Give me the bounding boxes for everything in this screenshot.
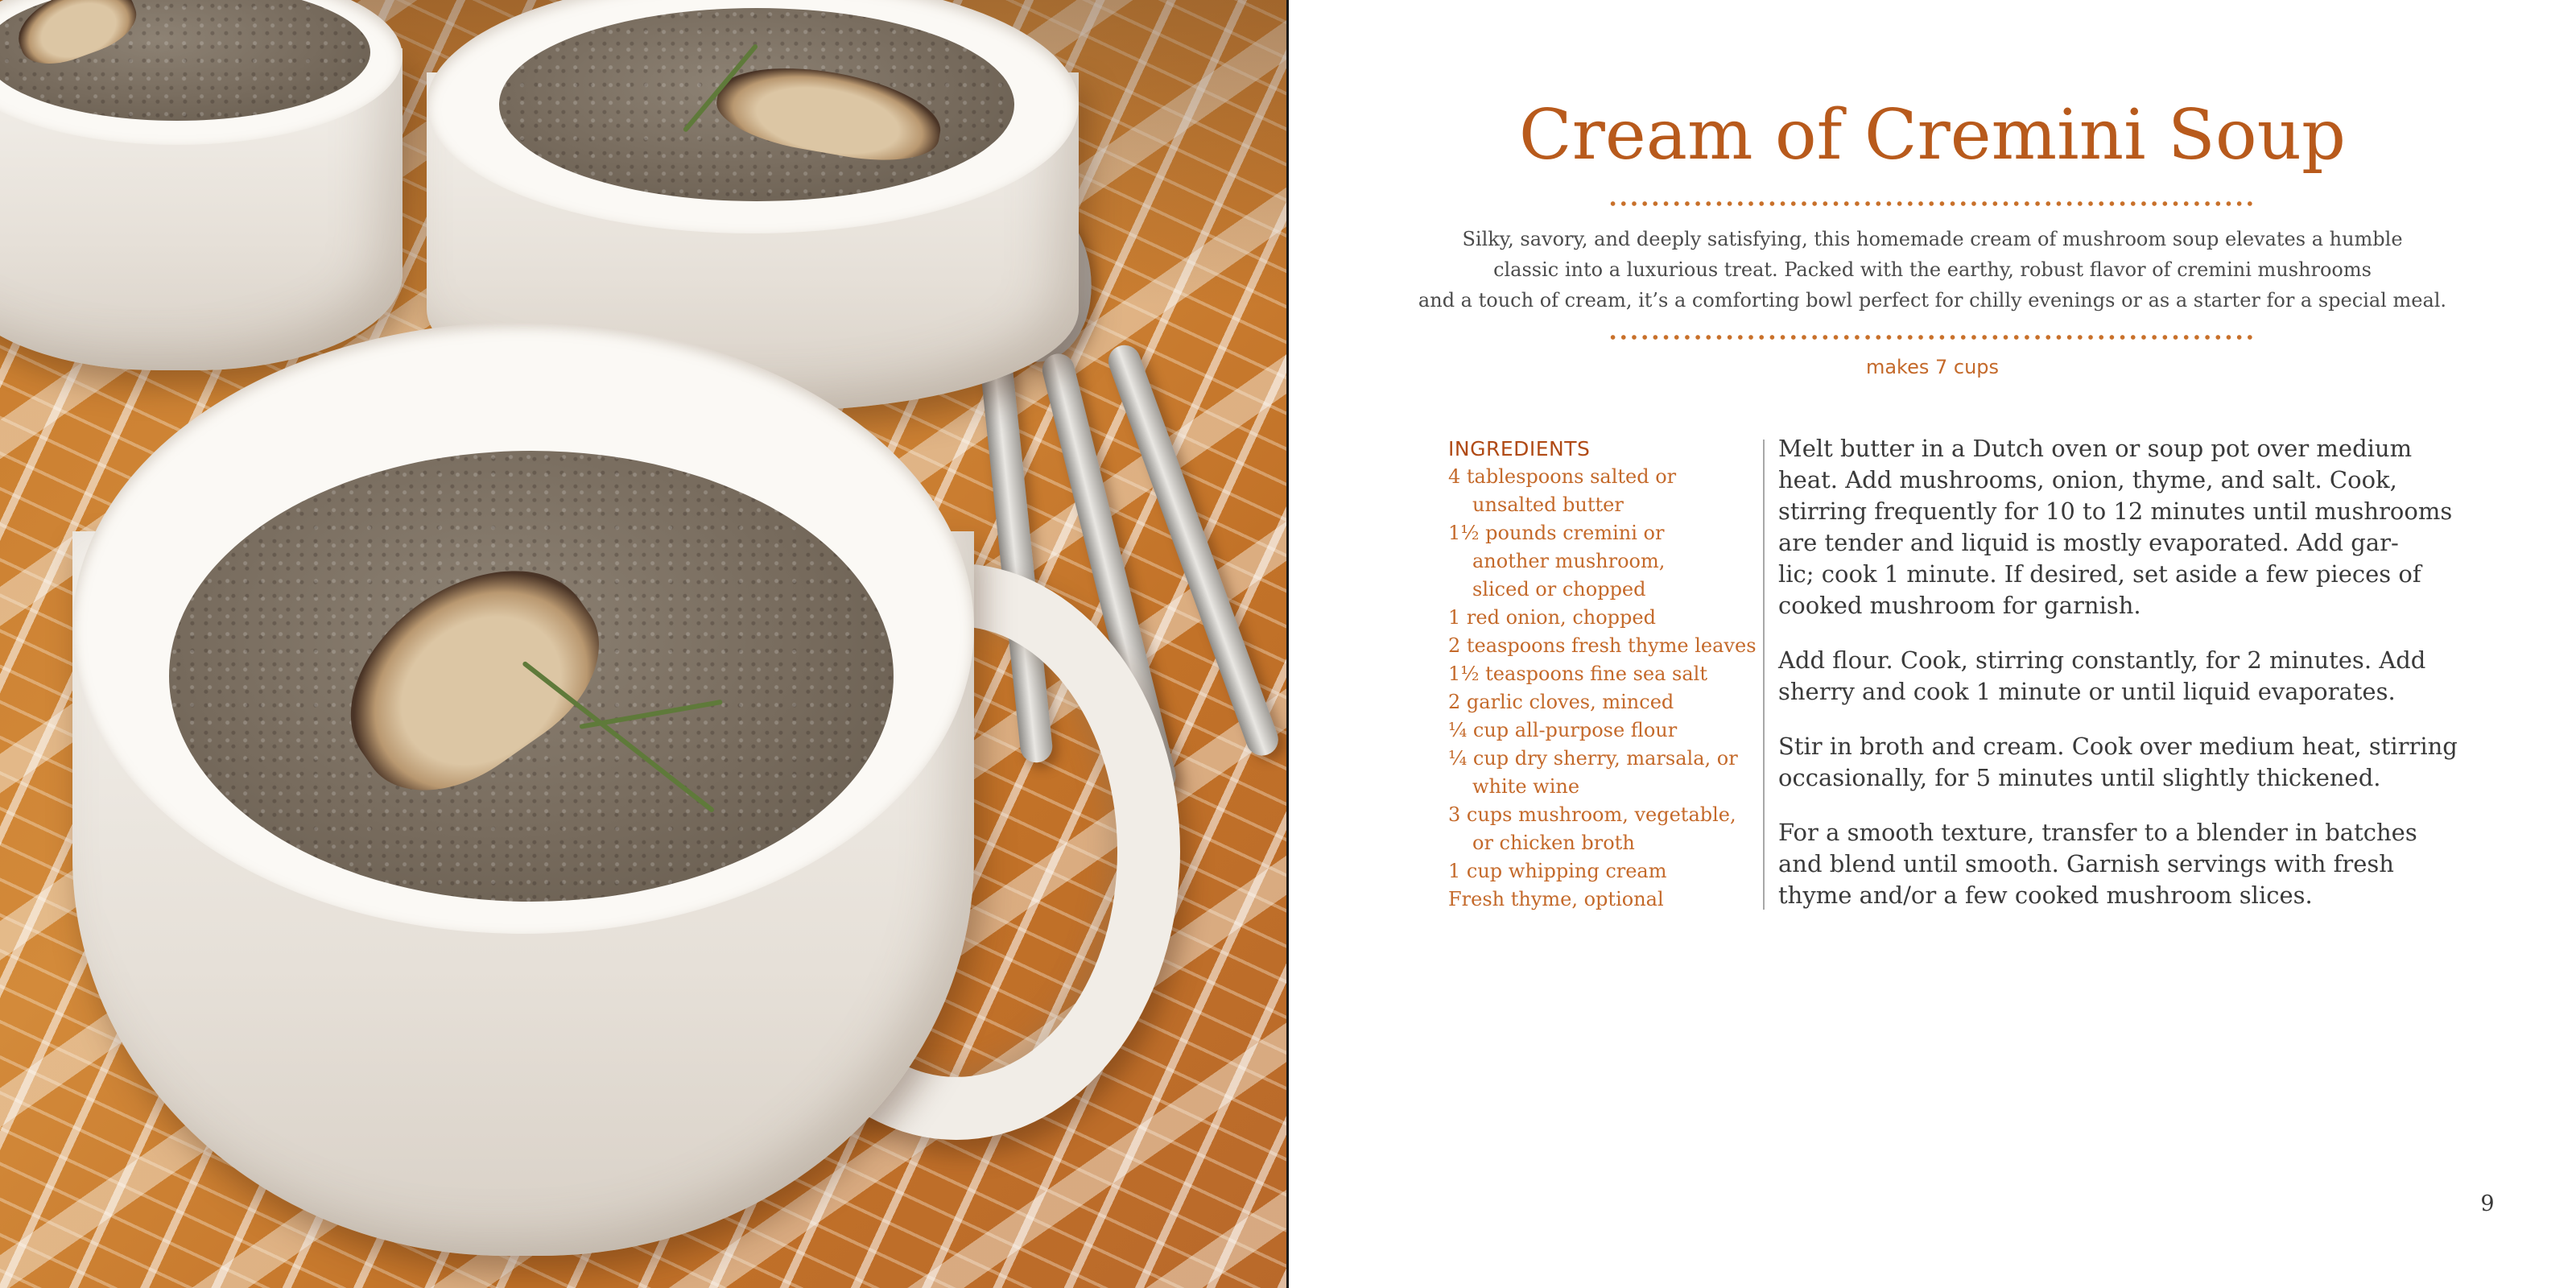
ingredient-line: unsalted butter: [1472, 493, 1624, 516]
recipe-page: [1289, 0, 2576, 1288]
ingredient-line: another mushroom,: [1472, 550, 1666, 572]
ingredient-item: [1448, 632, 1762, 660]
method-line: cooked mushroom for garnish.: [1778, 592, 2141, 619]
ingredient-line: 1 cup whipping cream: [1448, 860, 1667, 882]
ingredient-item: [1448, 857, 1762, 886]
intro-line: and a touch of cream, it’s a comforting bowl perfect for chilly evenings or as a starter for a special meal.: [1418, 289, 2447, 312]
ingredient-item: [1448, 801, 1762, 857]
ingredient-line: 2 teaspoons fresh thyme leaves: [1448, 634, 1757, 657]
dotted-divider-top: [1608, 200, 2253, 207]
ingredient-item: [1448, 604, 1762, 632]
ingredient-item: [1448, 886, 1762, 914]
intro-line: classic into a luxurious treat. Packed with the earthy, robust flavor of cremini mushrooms: [1493, 258, 2372, 281]
method-line: lic; cook 1 minute. If desired, set aside a few pieces of: [1778, 560, 2421, 588]
ingredient-line: or chicken broth: [1472, 832, 1635, 854]
method-steps: [1778, 433, 2458, 935]
recipe-intro: [1418, 224, 2447, 316]
method-line: heat. Add mushrooms, onion, thyme, and salt. Cook,: [1778, 466, 2397, 493]
ingredient-line: ¼ cup all-purpose flour: [1448, 719, 1678, 741]
ingredient-line: 4 tablespoons salted or: [1448, 465, 1677, 488]
ingredient-line: 2 garlic cloves, minced: [1448, 691, 1674, 713]
ingredients-heading: INGREDIENTS: [1448, 437, 1591, 460]
ingredients-list: [1448, 435, 1762, 914]
method-paragraph: [1778, 433, 2453, 621]
ingredient-item: [1448, 688, 1762, 716]
method-line: Stir in broth and cream. Cook over medium heat, stirring: [1778, 733, 2458, 760]
method-line: For a smooth texture, transfer to a blender in batches: [1778, 819, 2417, 846]
ingredient-line: 1 red onion, chopped: [1448, 606, 1656, 629]
method-line: and blend until smooth. Garnish servings with fresh: [1778, 850, 2394, 877]
intro-line: Silky, savory, and deeply satisfying, this homemade cream of mushroom soup elevates a humble: [1462, 228, 2403, 250]
ingredient-line: sliced or chopped: [1472, 578, 1646, 601]
method-paragraph: [1778, 731, 2458, 794]
soup-photo: [0, 0, 1286, 1288]
ingredient-line: Fresh thyme, optional: [1448, 888, 1664, 910]
ingredient-item: [1448, 519, 1762, 604]
method-paragraph: [1778, 817, 2422, 911]
ingredient-items: [1448, 463, 1762, 914]
ingredient-item: [1448, 716, 1762, 745]
method-line: stirring frequently for 10 to 12 minutes until mushrooms: [1778, 497, 2453, 525]
ingredient-line: 1½ pounds cremini or: [1448, 522, 1665, 544]
method-line: occasionally, for 5 minutes until slightly thickened.: [1778, 764, 2381, 791]
ingredient-line: ¼ cup dry sherry, marsala, or: [1448, 747, 1738, 770]
ingredient-item: [1448, 660, 1762, 688]
ingredient-line: 1½ teaspoons fine sea salt: [1448, 663, 1707, 685]
method-line: Add flour. Cook, stirring constantly, for 2 minutes. Add: [1778, 646, 2426, 674]
column-divider: [1763, 440, 1765, 910]
page-number: 9: [2480, 1191, 2495, 1216]
recipe-title: Cream of Cremini Soup: [1518, 95, 2347, 175]
ingredient-line: white wine: [1472, 775, 1580, 798]
method-line: Melt butter in a Dutch oven or soup pot over medium: [1778, 435, 2413, 462]
ingredient-line: 3 cups mushroom, vegetable,: [1448, 803, 1736, 826]
method-line: thyme and/or a few cooked mushroom slices.: [1778, 881, 2313, 909]
method-line: are tender and liquid is mostly evaporated. Add gar-: [1778, 529, 2399, 556]
recipe-yield: makes 7 cups: [1865, 356, 2000, 378]
method-line: sherry and cook 1 minute or until liquid evaporates.: [1778, 678, 2396, 705]
dotted-divider-bottom: [1608, 334, 2253, 341]
ingredient-item: [1448, 463, 1762, 519]
ingredient-item: [1448, 745, 1762, 801]
method-paragraph: [1778, 645, 2426, 708]
